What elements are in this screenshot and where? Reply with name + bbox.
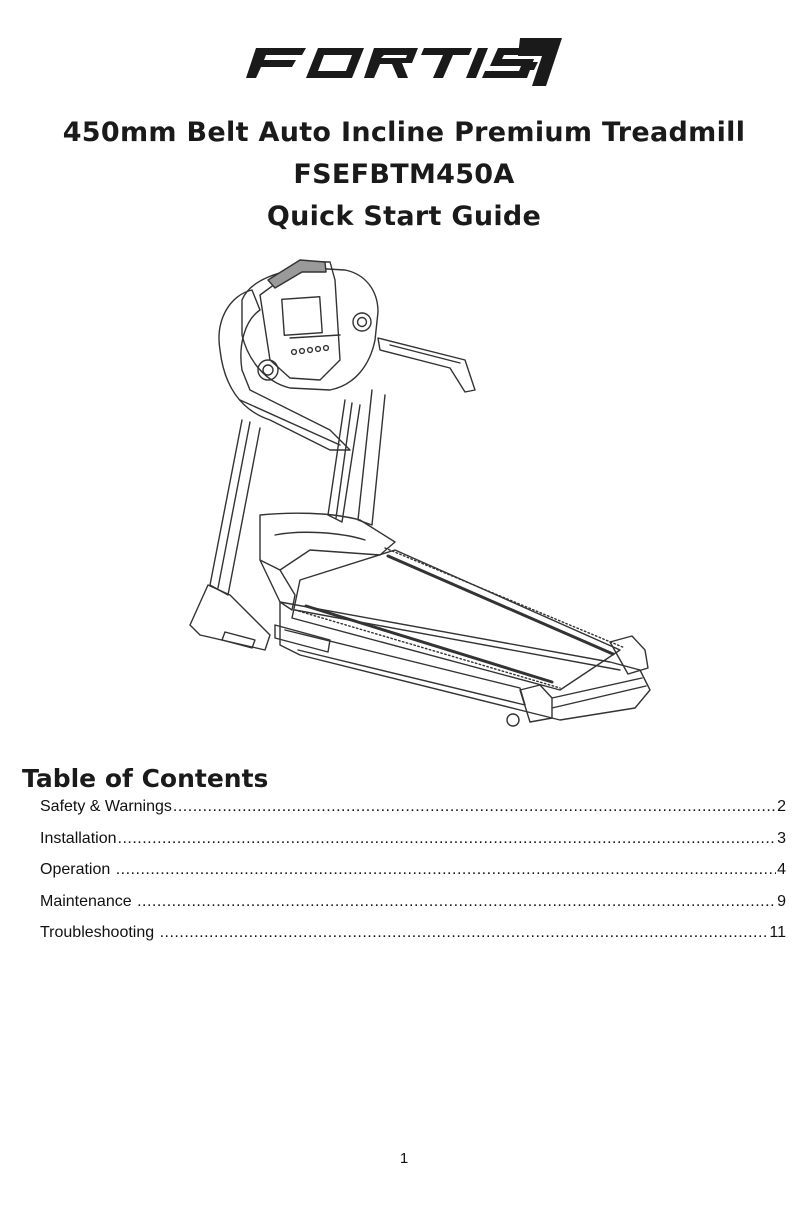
page-number: 1: [399, 1150, 409, 1167]
toc-entry-troubleshooting[interactable]: [40, 924, 786, 956]
toc-dot-leader: [137, 893, 776, 911]
toc-entry-safety[interactable]: [40, 798, 786, 830]
title-product-name: 450mm Belt Auto Incline Premium Treadmill: [62, 117, 746, 148]
toc-dot-leader: [118, 830, 777, 848]
fortis-logo-wordmark: [246, 48, 540, 78]
toc-dot-leader: [173, 798, 776, 816]
toc-entry-operation[interactable]: [40, 861, 786, 893]
document-title: [0, 112, 808, 238]
toc-heading: Table of Contents: [22, 764, 269, 793]
toc-dot-leader: [160, 924, 769, 942]
table-of-contents: [40, 798, 786, 956]
fortis-logo-emblem: [518, 38, 562, 86]
toc-entry-page: 3: [777, 829, 786, 847]
toc-entry-label: Installation: [40, 829, 117, 847]
toc-entry-maintenance[interactable]: [40, 893, 786, 925]
fortis-logo: [246, 36, 566, 88]
toc-entry-label: Troubleshooting: [40, 924, 159, 942]
toc-entry-page: 2: [777, 798, 786, 815]
toc-entry-label: Safety & Warnings: [40, 798, 172, 815]
toc-dot-leader: [116, 861, 776, 879]
toc-entry-page: 9: [777, 892, 786, 910]
title-model-number: FSEFBTM450A: [293, 159, 515, 190]
toc-entry-page: 11: [769, 924, 786, 942]
toc-entry-page: 4: [777, 861, 786, 879]
toc-entry-label: Maintenance: [40, 892, 137, 910]
title-guide-name: Quick Start Guide: [266, 201, 542, 232]
treadmill-illustration: [180, 250, 660, 740]
toc-entry-label: Operation: [40, 861, 115, 879]
toc-entry-installation[interactable]: [40, 830, 786, 862]
